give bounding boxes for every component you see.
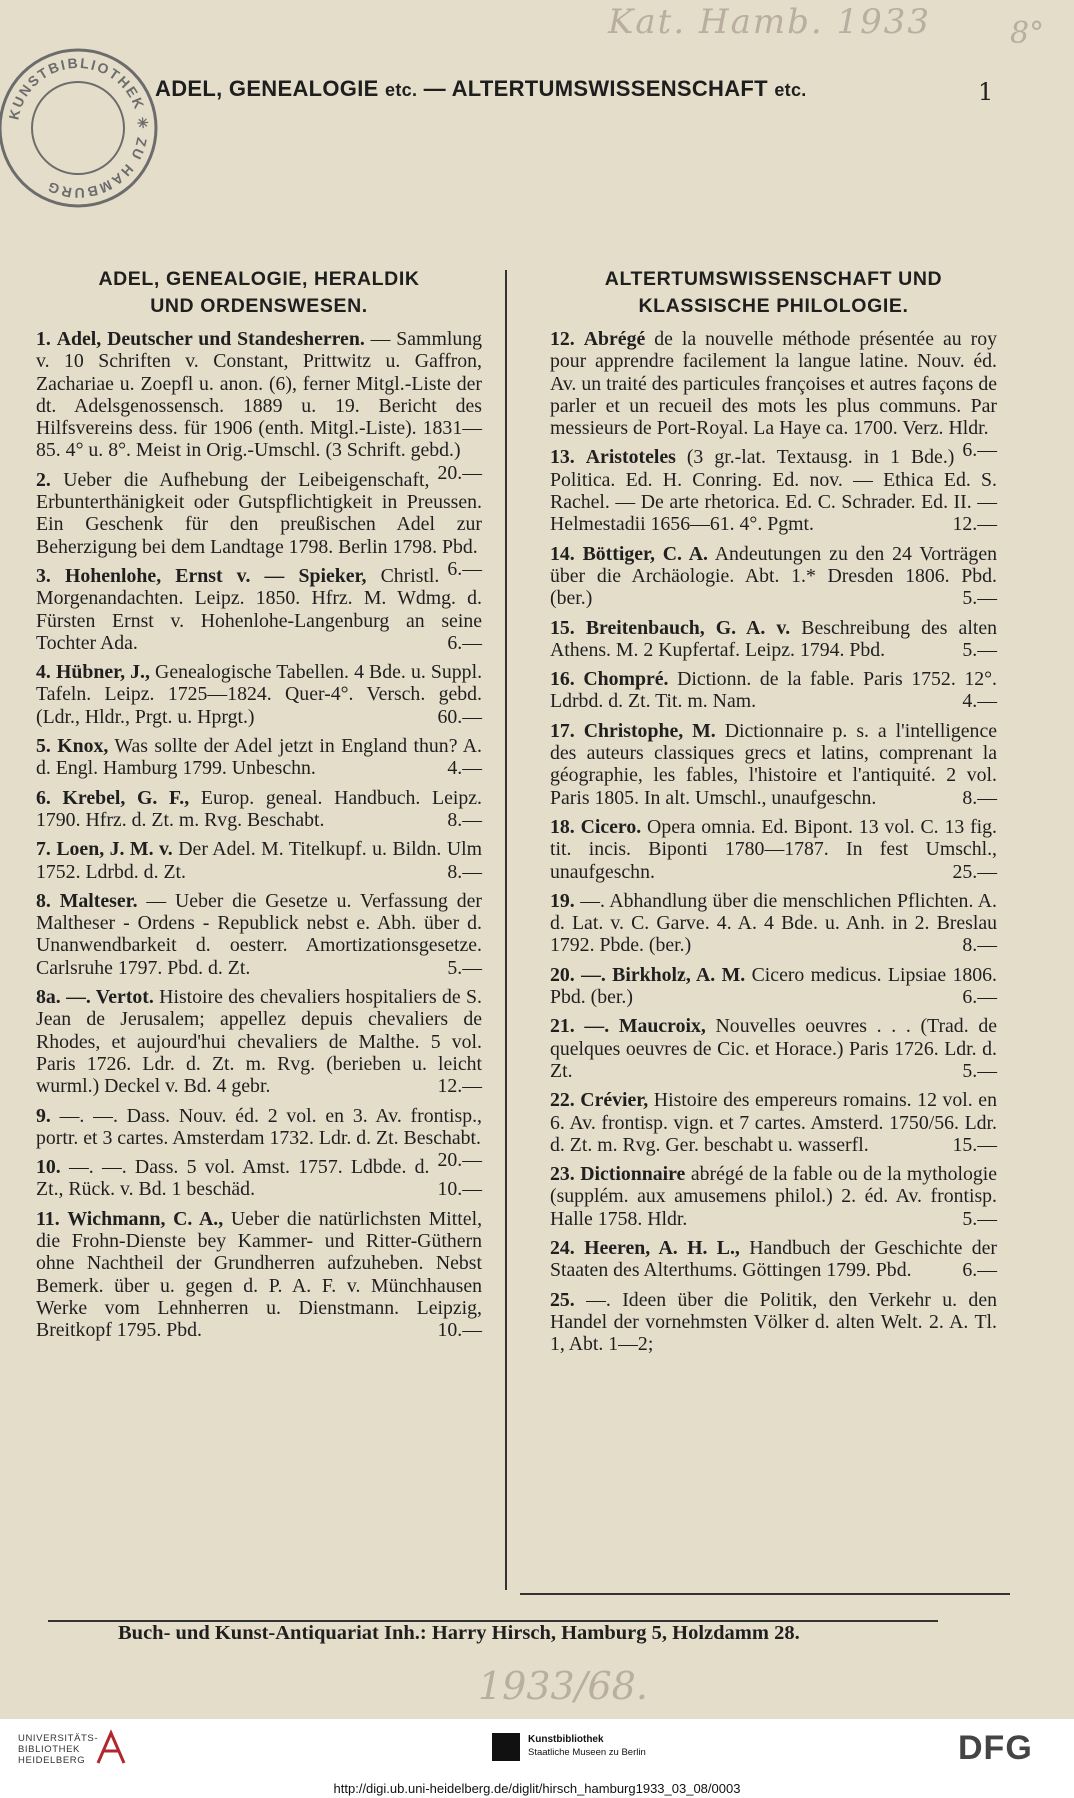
entry-text: Nouvelles oeuvres . . . (Trad. de quelques oeuvres de Cic. et Horace.) Paris 1726. Ldr. d. Zt.	[550, 1015, 997, 1082]
catalog-entry	[36, 328, 482, 484]
entry-number: 12.	[550, 328, 575, 350]
entry-text: Dictionnaire p. s. a l'intelligence des auteurs classiques grecs et latins, comprenant la géographie, les fables, l'histoire et l'antiquité. 2 vol. Paris 1805. In alt. Umschl., unaufgeschn.	[550, 719, 998, 809]
entry-number: 15.	[550, 616, 575, 639]
entry-text: —. —. Dass. Nouv. éd. 2 vol. en 3. Av. frontisp., portr. et 3 cartes. Amsterdam 1732. Ldr. d. Zt. Beschabt.	[36, 1104, 482, 1149]
entry-price: 5.—	[962, 1207, 997, 1230]
entry-text: de la nouvelle méthode présentée au roy pour apprendre facilement la langue latine. Nouv. éd. Av. un traité des particules françoises et autres façons de parler et un recueil des mots les plus communs. Par messieurs de Port-Royal. La Haye ca. 1700. Verz. Hldr.	[550, 328, 997, 440]
kunstbibliothek-logo[interactable]	[528, 1733, 646, 1759]
handwritten-note-top: Kat. Hamb. 1933	[608, 2, 932, 42]
entry-text: abrégé de la fable ou de la mythologie (supplém. aux amusemens philol.) 2. éd. Av. frontisp. Halle 1758. Hldr.	[550, 1163, 998, 1230]
right-column	[550, 266, 997, 1362]
entry-text: Dictionn. de la fable. Paris 1752. 12°. Ldrbd. d. Zt. Tit. m. Nam.	[550, 668, 998, 713]
entry-heading: Hohenlohe, Ernst v. — Spieker,	[64, 564, 367, 587]
entry-price: 20.—	[437, 461, 482, 484]
header-etc1: etc.	[385, 80, 418, 100]
left-entry-list	[36, 328, 482, 1341]
entry-price: 6.—	[447, 557, 482, 580]
entry-number: 24.	[550, 1236, 575, 1259]
entry-text: Ueber die Aufhebung der Leibeigenschaft, Erbunterthänigkeit oder Gutspflichtigkeit in Preussen. Ein Geschenk für den preußischen Adel zur Beherzigung bei dem Landtage 1798. Berlin 1798. Pbd.	[36, 468, 482, 558]
catalog-entry	[36, 735, 482, 780]
entry-text: Genealogische Tabellen. 4 Bde. u. Suppl. Tafeln. Leipz. 1725—1824. Quer-4°. Versch. gebd. (Ldr., Hldr., Prgt. u. Hprgt.)	[36, 661, 483, 728]
catalog-entry	[36, 661, 482, 728]
catalog-entry	[36, 838, 482, 883]
entry-price: 12.—	[437, 1075, 482, 1098]
entry-number: 14.	[550, 542, 575, 565]
logo-bar	[0, 1718, 1074, 1781]
entry-number: 18.	[550, 815, 575, 838]
entry-price: 8.—	[447, 860, 482, 883]
entry-heading: Böttiger, C. A.	[582, 542, 708, 565]
entry-text: —. Abhandlung über die menschlichen Pflichten. A. d. Lat. v. C. Garve. 4. A. 4 Bde. u. Anh. in 2. Breslau 1792. Pbde. (ber.)	[550, 889, 997, 957]
entry-heading: Christophe, M.	[583, 719, 716, 742]
entry-heading: Breitenbauch, G. A. v.	[585, 616, 791, 639]
entry-number: 1.	[36, 328, 51, 350]
catalog-entry	[36, 787, 482, 832]
entry-heading: Adel, Deutscher und Standesherren.	[56, 328, 365, 350]
entry-price: 6.—	[962, 439, 997, 462]
entry-number: 7.	[36, 838, 51, 861]
entry-number: 5.	[36, 735, 51, 758]
entry-price: 60.—	[437, 705, 482, 728]
entry-price: 8.—	[447, 808, 482, 831]
header-dash: —	[423, 76, 446, 101]
catalog-entry	[550, 890, 997, 957]
entry-number: 16.	[550, 668, 575, 691]
entry-heading: Cicero.	[580, 815, 642, 838]
catalog-entry	[550, 446, 997, 535]
catalog-entry	[36, 1156, 482, 1201]
column-end-rule	[520, 1593, 1010, 1595]
entry-price: 5.—	[962, 1059, 997, 1082]
kb-name: Kunstbibliothek	[528, 1734, 604, 1745]
entry-text: Der Adel. M. Titelkupf. u. Bildn. Ulm 1752. Ldrbd. d. Zt.	[36, 838, 483, 883]
page-number: 1	[978, 78, 994, 106]
entry-heading: Aristoteles	[585, 446, 676, 469]
entry-number: 6.	[36, 786, 51, 809]
entry-text: Ueber die natürlichsten Mittel, die Frohn-Dienste bey Kammer- und Ritter-Güthern ohne Nachtheil der Grundherren aufzuheben. Nebst Bemerk. über u. gegen d. P. A. F. v. Münchhausen Werke vom Lehnherren u. Dienstmann. Leipzig, Breitkopf 1795. Pbd.	[36, 1207, 483, 1342]
entry-heading: Crévier,	[580, 1089, 649, 1112]
entry-text: Cicero medicus. Lipsiae 1806. Pbd. (ber.)	[550, 963, 997, 1009]
entry-price: 5.—	[962, 587, 997, 610]
entry-heading: Knox,	[57, 735, 109, 758]
ub-logo-line: UNIVERSITÄTS-	[18, 1733, 99, 1744]
entry-heading: —. Maucroix,	[584, 1015, 706, 1038]
entry-text: — Sammlung v. 10 Schriften v. Constant, Prittwitz u. Gaffron, Zachariae u. Zoepfl u. anon. (6), ferner Mitgl.-Liste der dt. Adelsgenossensch. 1889 u. 19. Bericht des Hilfsvereins dess. für 1906 (enth. Mitgl.-Liste). 1831—85. 4° u. 8°. Meist in Orig.-Umschl. (3 Schrift. gebd.)	[36, 328, 482, 462]
catalog-entry	[550, 1015, 997, 1082]
catalog-entry	[36, 890, 482, 979]
entry-price: 8.—	[962, 786, 997, 809]
entry-heading: Krebel, G. F.,	[62, 786, 190, 809]
catalog-entry	[550, 1289, 997, 1356]
entry-text: Histoire des chevaliers hospitaliers de S. Jean de Jerusalem; appellez depuis chevaliers de Rhodes, et aujourd'hui chevaliers de Malthe. 5 vol. Paris 1726. Ldr. d. Zt. m. Rvg. (berieben u. leicht wurml.) Deckel v. Bd. 4 gebr.	[36, 986, 482, 1098]
entry-heading: Heeren, A. H. L.,	[584, 1236, 740, 1259]
entry-price: 15.—	[952, 1133, 997, 1156]
entry-number: 17.	[550, 719, 575, 742]
entry-number: 2.	[36, 468, 51, 491]
entry-text: Beschreibung des alten Athens. M. 2 Kupfertaf. Leipz. 1794. Pbd.	[550, 616, 998, 661]
entry-heading: Abrégé	[583, 328, 646, 350]
entry-price: 8.—	[962, 934, 997, 957]
entry-heading: Loen, J. M. v.	[56, 838, 173, 861]
entry-number: 20.	[550, 963, 575, 986]
dfg-logo[interactable]: DFG	[958, 1729, 1033, 1767]
right-section-title	[550, 266, 997, 320]
entry-heading: Dictionnaire	[580, 1163, 686, 1186]
catalog-entry	[36, 986, 482, 1097]
entry-price: 4.—	[447, 757, 482, 780]
entry-text: Europ. geneal. Handbuch. Leipz. 1790. Hfrz. d. Zt. m. Rvg. Beschabt.	[36, 786, 482, 831]
source-url[interactable]: http://digi.ub.uni-heidelberg.de/diglit/hirsch_hamburg1933_03_08/0003	[333, 1781, 741, 1796]
entry-number: 23.	[550, 1163, 575, 1186]
catalog-entry	[36, 565, 482, 654]
entry-text: — Ueber die Gesetze u. Verfassung der Maltheser - Ordens - Republick nebst e. Abh. über d. Unanwendbarkeit d. oesterr. Amortizationsgesetze. Carlsruhe 1797. Pbd. d. Zt.	[36, 889, 482, 979]
entry-number: 13.	[550, 446, 575, 469]
kunstbibliothek-emblem-icon	[492, 1733, 520, 1761]
left-title-line: UND ORDENSWESEN.	[150, 295, 368, 317]
library-stamp	[0, 42, 164, 214]
entry-heading: Chompré.	[583, 668, 669, 691]
entry-price: 20.—	[437, 1149, 482, 1172]
catalog-entry	[550, 543, 997, 610]
ub-emblem-icon	[94, 1729, 128, 1767]
catalog-entry	[550, 1163, 997, 1230]
right-title-line: KLASSISCHE PHILOLOGIE.	[638, 295, 909, 317]
entry-text: Handbuch der Geschichte der Staaten des Alterthums. Göttingen 1799. Pbd.	[550, 1236, 997, 1282]
publisher-footer: Buch- und Kunst-Antiquariat Inh.: Harry Hirsch, Hamburg 5, Holzdamm 28.	[118, 1622, 800, 1644]
catalog-entry	[550, 1089, 997, 1156]
header-part1: ADEL, GENEALOGIE	[155, 76, 379, 101]
entry-heading: —. Birkholz, A. M.	[581, 963, 746, 986]
catalog-entry	[550, 668, 997, 713]
entry-price: 4.—	[962, 690, 997, 713]
column-divider	[505, 270, 507, 1590]
entry-price: 25.—	[952, 860, 997, 883]
entry-price: 6.—	[962, 986, 997, 1009]
entry-price: 5.—	[962, 638, 997, 661]
entry-price: 6.—	[962, 1259, 997, 1282]
entry-number: 8a.	[36, 986, 61, 1009]
header-etc2: etc.	[774, 80, 807, 100]
entry-heading: Wichmann, C. A.,	[67, 1207, 224, 1230]
entry-text: Andeutungen zu den 24 Vorträgen über die Archäologie. Abt. 1.* Dresden 1806. Pbd. (ber.)	[550, 542, 997, 610]
entry-number: 11.	[36, 1207, 60, 1230]
entry-text: —. Ideen über die Politik, den Verkehr u. den Handel der vornehmsten Völker d. alten Welt. 2. A. Tl. 1, Abt. 1—2;	[550, 1288, 997, 1356]
entry-number: 3.	[36, 564, 51, 587]
catalog-entry	[550, 720, 997, 809]
catalog-entry	[550, 1237, 997, 1282]
entry-price: 12.—	[952, 513, 997, 536]
header-part2: ALTERTUMSWISSENSCHAFT	[451, 76, 768, 101]
entry-text: (3 gr.-lat. Textausg. in 1 Bde.) Politica. Ed. H. Conring. Ed. nov. — Ethica Ed. S. Rachel. — De arte rhetorica. Ed. C. Schrader. Ed. II. — Helmestadii 1656—61. 4°. Pgmt.	[550, 446, 997, 536]
entry-number: 10.	[36, 1156, 61, 1179]
ub-heidelberg-logo[interactable]	[18, 1733, 98, 1766]
entry-text: Was sollte der Adel jetzt in England thun? A. d. Engl. Hamburg 1799. Unbeschn.	[36, 735, 482, 780]
entry-number: 4.	[36, 661, 51, 684]
entry-number: 22.	[550, 1089, 575, 1112]
entry-number: 19.	[550, 889, 575, 912]
entry-price: 10.—	[437, 1319, 482, 1342]
entry-heading: Hübner, J.,	[55, 661, 150, 684]
kb-subtitle: Staatliche Museen zu Berlin	[528, 1747, 646, 1758]
entry-number: 21.	[550, 1015, 575, 1038]
entry-heading: —. Vertot.	[66, 986, 154, 1009]
ub-logo-line: BIBLIOTHEK	[18, 1744, 80, 1755]
entry-heading: Malteser.	[59, 889, 138, 912]
entry-text: Histoire des empereurs romains. 12 vol. en 6. Av. frontisp. vign. et 7 cartes. Amsterd. 1750/56. Ldr. d. Zt. m. Rvg. Ger. beschabt u. wasserfl.	[550, 1089, 997, 1156]
entry-text: Christl. Morgenandachten. Leipz. 1850. Hfrz. M. Wdmg. d. Fürsten Ernst v. Hohenlohe-Langenburg an seine Tochter Ada.	[36, 564, 482, 654]
right-entry-list	[550, 328, 997, 1355]
catalog-entry	[550, 964, 997, 1009]
left-column	[36, 266, 482, 1348]
entry-price: 10.—	[437, 1178, 482, 1201]
catalog-entry	[550, 617, 997, 662]
entry-text: Opera omnia. Ed. Bipont. 13 vol. C. 13 fig. tit. incis. Biponti 1780—1787. In fest Umschl., unaufgeschn.	[550, 815, 997, 883]
catalog-entry	[550, 816, 997, 883]
left-title-line: ADEL, GENEALOGIE, HERALDIK	[98, 268, 420, 290]
right-title-line: ALTERTUMSWISSENSCHAFT UND	[604, 268, 943, 290]
entry-price: 5.—	[447, 956, 482, 979]
handwritten-note-bottom: 1933/68.	[478, 1664, 648, 1708]
svg-text:KUNSTBIBLIOTHEK ✳ ZU HAMBURG: KUNSTBIBLIOTHEK ✳ ZU HAMBURG	[5, 54, 152, 202]
entry-number: 9.	[36, 1104, 51, 1127]
handwritten-format-note: 8°	[1010, 16, 1045, 51]
running-header	[155, 76, 1005, 102]
entry-price: 6.—	[447, 631, 482, 654]
left-section-title	[36, 266, 482, 320]
catalog-entry	[36, 1208, 482, 1342]
ub-logo-line: HEIDELBERG	[18, 1755, 86, 1766]
entry-number: 8.	[36, 889, 51, 912]
entry-text: —. —. Dass. 5 vol. Amst. 1757. Ldbde. d. Zt., Rück. v. Bd. 1 beschäd.	[36, 1156, 430, 1201]
entry-number: 25.	[550, 1288, 575, 1311]
